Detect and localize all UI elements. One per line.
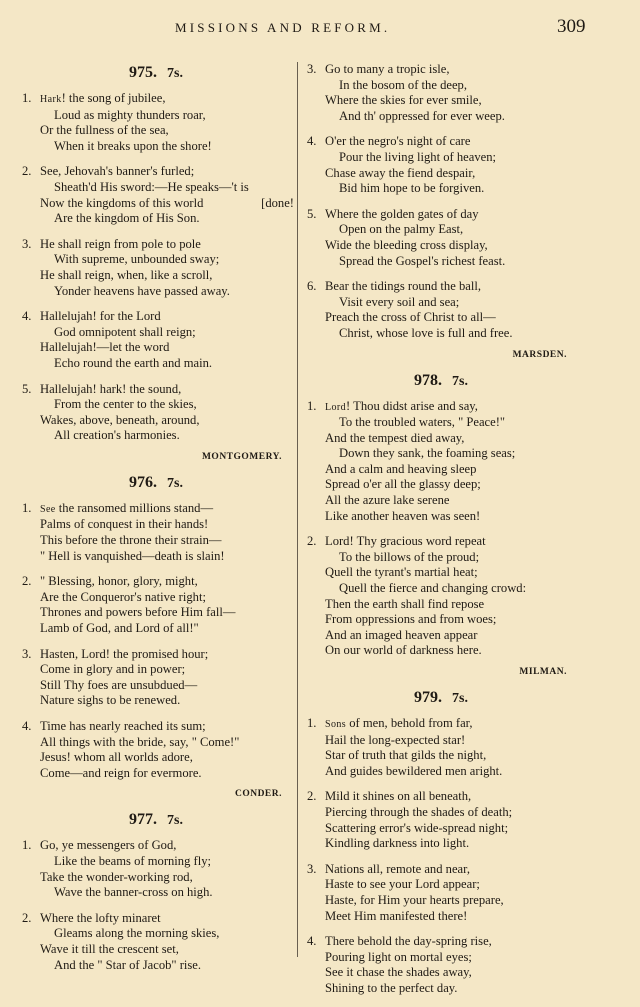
verse-line: Bid him hope to be forgiven. [339,181,485,196]
hymn-979-heading [307,689,575,707]
verse-line: Christ, whose love is full and free. [339,325,513,340]
verse-line: From the center to the skies, [54,397,197,412]
hymn-author: MILMAN. [519,667,567,677]
stanza [22,91,290,154]
stanza-number: 4. [307,134,317,149]
hymn-number: 979. [414,689,443,706]
stanza [307,399,575,525]
first-word: Sons [325,719,347,730]
stanza-number: 3. [22,236,32,251]
left-column [22,62,294,983]
stanza [22,647,290,709]
verse-line: 2. Where the lofty minaret [22,910,161,925]
verse-line: Palms of conquest in their hands! [40,517,209,532]
stanza-number: 5. [22,381,32,396]
turnover-note: [done! [261,195,294,210]
verse-line: Wave it till the crescent set, [40,941,179,956]
verse-line: And a calm and heaving sleep [325,461,477,476]
hymn-977-heading [22,811,290,829]
verse-line: 2. See, Jehovah's banner's furled; [22,164,195,179]
verse-line: Sheath'd His sword:—He speaks—'t is [54,179,249,194]
verse-line: Where the skies for ever smile, [325,93,482,108]
stanza-number: 1. [22,91,32,105]
verse-line: Like the beams of morning fly; [54,853,212,868]
verse-line: 4. O'er the negro's night of care [307,134,471,149]
stanza-number: 2. [22,574,32,589]
hymn-975-heading [22,64,290,82]
hymn-meter: 7s. [167,475,183,491]
verse-line: Jesus! whom all worlds adore, [40,750,193,765]
verse-line: Thrones and powers before Him fall— [40,605,236,620]
stanza [307,716,575,779]
verse-line: Haste, for Him your hearts prepare, [325,892,504,907]
stanza [22,719,290,781]
hymn-meter: 7s. [167,813,183,829]
verse-line: Chase away the fiend despair, [325,165,476,180]
hymn-978-heading [307,372,575,390]
verse-line: And an imaged heaven appear [325,627,478,642]
verse-line: Spread the Gospel's richest feast. [339,253,506,268]
hymn-number: 978. [414,371,443,389]
right-column [307,62,575,1007]
verse-line: All things with the bride, say, " Come!" [40,734,240,749]
stanza [307,862,575,924]
stanza-number: 2. [22,910,32,925]
stanza-number: 2. [307,534,317,549]
verse-line: Are the Conqueror's native right; [40,589,206,604]
stanza-number: 5. [307,206,317,221]
stanza [307,534,575,659]
column-divider [297,62,298,957]
verse-line: Spread o'er all the glassy deep; [325,477,481,492]
verse-line: Are the kingdom of His Son. [54,211,200,226]
stanza [22,237,290,299]
verse-line: 3. He shall reign from pole to pole [22,236,201,251]
stanza [307,279,575,341]
stanza [22,309,290,371]
stanza [22,164,294,226]
hymn-author: MONTGOMERY. [201,451,282,462]
stanza-number: 1. [22,500,32,515]
verse-line: And the tempest died away, [325,430,465,445]
verse-line: Wakes, above, beneath, around, [40,412,200,427]
hymn-976-heading [22,474,290,492]
stanza-number: 3. [22,646,32,661]
verse-line: 1. Lord! Thou didst arise and say, [307,398,478,413]
verse-line: Then the earth shall find repose [325,596,485,611]
stanza-number: 1. [307,716,317,730]
stanza [307,62,575,124]
hymn-number: 977. [129,811,158,829]
verse-line: When it breaks upon the shore! [54,138,212,153]
stanza-number: 2. [307,789,317,804]
verse-line: God omnipotent shall reign; [54,324,196,339]
stanza [307,134,575,196]
verse-line: Meet Him manifested there! [325,908,468,923]
verse-line: Like another heaven was seen! [325,508,481,523]
verse-line: Preach the cross of Christ to all— [325,310,496,325]
hymn-number: 975. [129,64,158,81]
verse-line: See it chase the shades away, [325,965,472,980]
stanza-number: 4. [22,309,32,324]
stanza-number: 1. [22,838,32,853]
stanza-number: 3. [307,62,317,76]
first-word: See [40,503,56,515]
verse-line: On our world of darkness here. [325,643,482,658]
stanza-number: 1. [307,398,317,413]
verse-line: 6. Bear the tidings round the ball, [307,279,481,294]
page-number: 309 [557,16,586,37]
verse-line: 1. Hark! the song of jubilee, [22,91,166,105]
verse-line: Come—and reign for evermore. [40,765,202,780]
verse-line: 5. Hallelujah! hark! the sound, [22,381,182,396]
verse-line: 1. See the ransomed millions stand— [22,500,214,515]
stanza [307,934,575,996]
verse-line: Still Thy foes are unsubdued— [40,677,198,692]
hymn-author: MARSDEN. [512,349,567,360]
verse-line: Haste to see your Lord appear; [325,877,480,892]
verse-line: 3. Hasten, Lord! the promised hour; [22,646,209,661]
stanza [307,789,575,851]
verse-line: All creation's harmonies. [54,428,180,443]
verse-line: Lamb of God, and Lord of all!" [40,621,199,636]
verse-line: All the azure lake serene [325,493,450,508]
verse-line: 4. Time has nearly reached its sum; [22,719,206,733]
verse-line: Quell the tyrant's martial heat; [325,565,478,580]
verse-line: 3. Nations all, remote and near, [307,861,470,876]
verse-line: Quell the fierce and changing crowd: [339,581,527,596]
verse-line: Hallelujah!—let the word [40,340,170,355]
hymn-author: CONDER. [234,789,282,800]
verse-line: 3. Go to many a tropic isle, [307,62,450,76]
hymn-meter: 7s. [452,691,468,706]
verse-line: Loud as mighty thunders roar, [54,107,206,122]
verse-line: Nature sighs to be renewed. [40,693,181,708]
verse-line: Or the fullness of the sea, [40,123,169,138]
verse-line: Come in glory and in power; [40,662,186,677]
running-head [0,16,640,46]
verse-line: Now the kingdoms of this world [done! [40,195,294,210]
verse-line: Shining to the perfect day. [325,980,458,995]
verse-line: 2. " Blessing, honor, glory, might, [22,574,198,589]
stanza [22,838,290,900]
verse-line: 2. Lord! Thy gracious word repeat [307,534,486,549]
stanza-number: 4. [22,719,32,733]
verse-line: Gleams along the morning skies, [54,926,220,941]
verse-line: Scattering error's wide-spread night; [325,820,509,835]
verse-line: This before the throne their strain— [40,533,222,548]
stanza-number: 3. [307,861,317,876]
verse-line: 1. Go, ye messengers of God, [22,838,177,853]
verse-line: To the troubled waters, " Peace!" [339,415,506,430]
verse-line: Yonder heavens have passed away. [54,283,230,298]
verse-line: Echo round the earth and main. [54,355,213,370]
verse-line: Wide the bleeding cross display, [325,237,488,252]
verse-line: In the bosom of the deep, [339,77,468,92]
verse-line: Star of truth that gilds the night, [325,748,487,763]
stanza [307,207,575,269]
stanza-number: 6. [307,279,317,294]
verse-line: Visit every soil and sea; [339,294,460,309]
verse-line: Open on the palmy East, [339,222,464,237]
verse-line: To the billows of the proud; [339,549,480,564]
first-word: Hark [40,94,62,105]
verse-line: Kindling darkness into light. [325,836,470,851]
running-title: MISSIONS AND REFORM. [175,20,391,35]
verse-line: Pour the living light of heaven; [339,149,497,164]
verse-line: And guides bewildered men aright. [325,763,503,778]
first-word: Lord [325,401,347,413]
verse-line: Wave the banner-cross on high. [54,885,213,900]
stanza [22,382,290,444]
verse-line: Down they sank, the foaming seas; [339,446,516,461]
verse-line: From oppressions and from woes; [325,612,497,627]
verse-line: Pouring light on mortal eyes; [325,949,472,964]
stanza [22,574,290,636]
hymn-number: 976. [129,473,158,491]
verse-line: 1. Sons of men, behold from far, [307,716,473,730]
verse-line: With supreme, unbounded sway; [54,252,220,267]
hymn-meter: 7s. [452,373,468,389]
verse-line: 4. Hallelujah! for the Lord [22,309,161,324]
verse-line: " Hell is vanquished—death is slain! [40,548,225,563]
verse-line: Hail the long-expected star! [325,732,466,747]
verse-line: 2. Mild it shines on all beneath, [307,789,472,804]
stanza-number: 2. [22,164,32,179]
stanza-number: 4. [307,934,317,949]
verse-line: And the " Star of Jacob" rise. [54,957,202,972]
verse-line: Piercing through the shades of death; [325,804,513,819]
verse-line: Take the wonder-working rod, [40,869,193,884]
verse-line: 5. Where the golden gates of day [307,206,479,221]
verse-line: 4. There behold the day-spring rise, [307,934,492,949]
stanza [22,501,290,564]
verse-line: He shall reign, when, like a scroll, [40,267,213,282]
stanza [22,911,290,973]
hymn-meter: 7s. [167,66,183,81]
verse-line: And th' oppressed for ever weep. [339,108,505,123]
